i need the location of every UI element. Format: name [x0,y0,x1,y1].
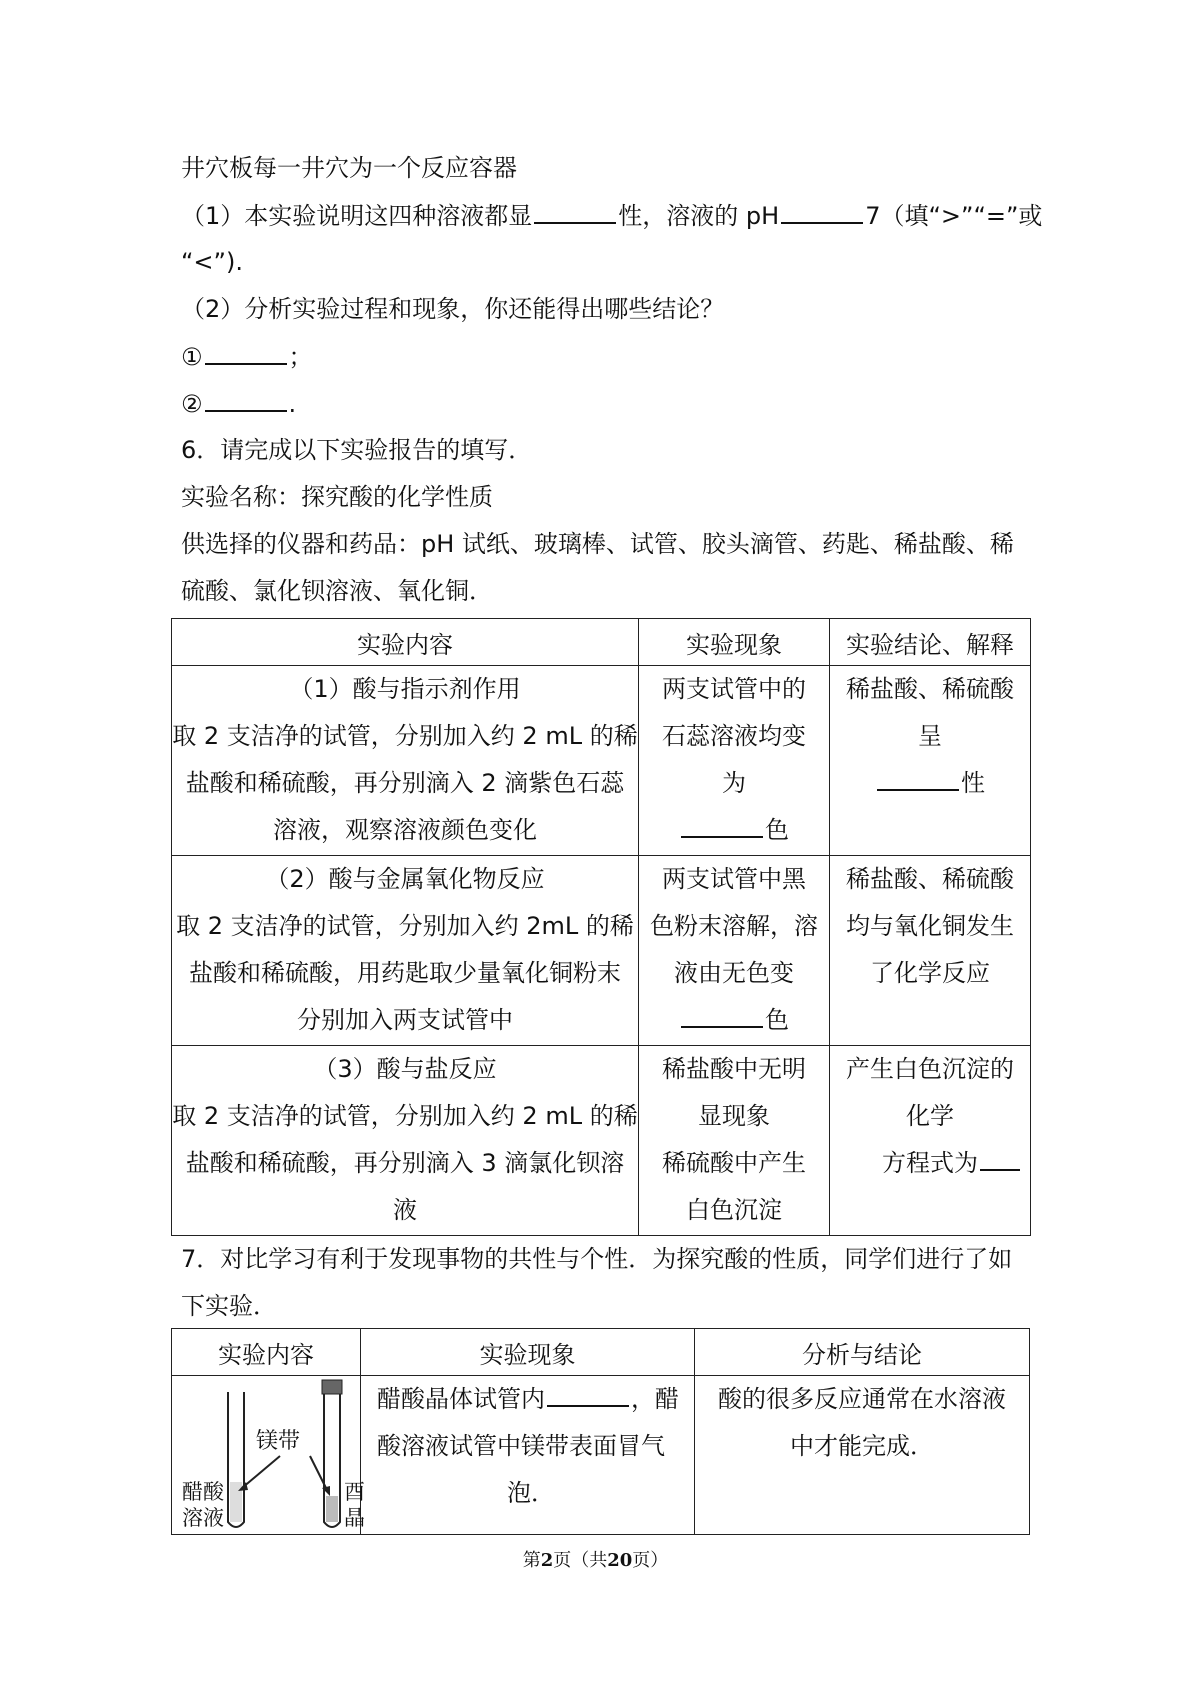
item2-end: . [288,390,297,418]
figure-cell [172,1376,365,1535]
conclusion-line: 呈 [918,722,942,750]
phenomenon-line: 稀盐酸中无明 [662,1055,806,1083]
acetic-crystal-label-2: 晶 [344,1506,365,1530]
circled-1: ① [181,343,203,371]
header-conclusion: 实验结论、解释 [830,619,1031,666]
page-footer [0,1546,1191,1572]
table-row [172,1046,1031,1236]
table-row [172,666,1031,856]
content-cell [172,1046,639,1236]
phenomenon-line: 白色沉淀 [686,1196,782,1224]
q6-report-table [171,618,1031,1236]
phenomenon-line: 泡． [507,1479,555,1507]
conclusion-cell [830,666,1031,856]
table-header-row [172,619,1031,666]
q7-title-line2: 下实验． [181,1292,277,1320]
answer-blank[interactable] [205,341,287,365]
q6-supplies-line1: 供选择的仪器和药品：pH 试纸、玻璃棒、试管、胶头滴管、药匙、稀盐酸、稀 [181,530,1014,558]
content-line: 液 [393,1196,417,1224]
total-pages: 20 [607,1550,633,1571]
q6-title: 6．请完成以下实验报告的填写． [181,436,533,464]
q5-item2 [181,388,296,419]
content-cell [172,856,639,1046]
content-line: 取 2 支洁净的试管，分别加入约 2 mL 的稀 [172,1102,638,1130]
conclusion-line: 产生白色沉淀的 [846,1055,1014,1083]
q7-title-line1: 7．对比学习有利于发现事物的共性与个性．为探究酸的性质，同学们进行了如 [181,1245,1013,1273]
content-line: 盐酸和稀硫酸，再分别滴入 2 滴紫色石蕊 [185,769,625,797]
phenomenon-cell [639,666,830,856]
phenomenon-cell [361,1376,695,1535]
content-line: 取 2 支洁净的试管，分别加入约 2 mL 的稀 [172,722,638,750]
row-title: （2）酸与金属氧化物反应 [265,865,545,893]
phenomenon-line: 色 [639,997,829,1044]
content-line: 盐酸和稀硫酸，再分别滴入 3 滴氯化钡溶 [185,1149,625,1177]
conclusion-cell [830,856,1031,1046]
answer-blank[interactable] [681,1004,763,1028]
header-content: 实验内容 [172,1329,361,1376]
header-content: 实验内容 [172,619,639,666]
q5-line2: “<”). [181,248,243,276]
phenomenon-line: 酸溶液试管中镁带表面冒气 [377,1432,665,1460]
phenomenon-line: 稀硫酸中产生 [662,1149,806,1177]
conclusion-line: 化学 [906,1102,954,1130]
content-line: 取 2 支洁净的试管，分别加入约 2mL 的稀 [176,912,634,940]
phenomenon-line: 石蕊溶液均变 [662,722,806,750]
conclusion-line: 方程式为 [830,1140,1030,1187]
acetic-solution-label-1: 醋酸 [182,1480,224,1504]
row-title: （3）酸与盐反应 [313,1055,497,1083]
footer-suffix: 页） [632,1550,669,1571]
phenomenon-line: 两支试管中的 [662,675,806,703]
answer-blank[interactable] [681,814,763,838]
page-number: 2 [540,1550,554,1571]
answer-blank[interactable] [781,200,863,224]
q6-name-line: 实验名称：探究酸的化学性质 [181,483,493,511]
header-analysis: 分析与结论 [695,1329,1030,1376]
conclusion-line: 稀盐酸、稀硫酸 [846,675,1014,703]
content-line: 分别加入两支试管中 [297,1006,513,1034]
answer-blank[interactable] [980,1147,1020,1171]
phenomenon-line: 色粉末溶解，溶 [650,912,818,940]
q5-line1-c: 7（填“>”“=”或 [865,202,1043,230]
circled-2: ② [181,390,203,418]
footer-prefix: 第 [522,1550,541,1571]
content-line: 溶液，观察溶液颜色变化 [273,816,537,844]
table-row [172,1376,1030,1535]
acetic-crystal-label-1: 酉 [344,1480,365,1504]
phenomenon-cell [639,1046,830,1236]
header-phenomenon: 实验现象 [639,619,830,666]
row-title: （1）酸与指示剂作用 [289,675,521,703]
acetic-solution-label-2: 溶液 [182,1506,224,1530]
conclusion-cell [830,1046,1031,1236]
q5-line1 [181,200,1042,231]
phenomenon-line: 色 [639,807,829,854]
intro-line: 井穴板每一井穴为一个反应容器 [181,154,517,182]
footer-middle: 页（共 [553,1550,608,1571]
table-row [172,856,1031,1046]
q5-line3: （2）分析实验过程和现象，你还能得出哪些结论？ [181,295,725,323]
phenomenon-line: 两支试管中黑 [662,865,806,893]
conclusion-line: 了化学反应 [870,959,990,987]
content-cell [172,666,639,856]
q5-line1-a: （1）本实验说明这四种溶液都显 [181,202,533,230]
analysis-cell [695,1376,1030,1535]
conclusion-line: 性 [830,760,1030,807]
q7-experiment-table [171,1328,1030,1535]
answer-blank[interactable] [877,767,959,791]
answer-blank[interactable] [534,200,616,224]
conclusion-line: 稀盐酸、稀硫酸 [846,865,1014,893]
analysis-line: 中才能完成． [790,1432,934,1460]
test-tube-figure [172,1376,365,1534]
answer-blank[interactable] [547,1383,629,1407]
mg-ribbon-label: 镁带 [256,1429,301,1454]
phenomenon-line: 液由无色变 [674,959,794,987]
analysis-line: 酸的很多反应通常在水溶液 [718,1385,1006,1413]
phenomenon-line: 为 [722,769,746,797]
phenomenon-line: 醋酸晶体试管内 ，醋 [377,1385,679,1413]
answer-blank[interactable] [205,388,287,412]
phenomenon-cell [639,856,830,1046]
q5-line1-b: 性，溶液的 pH [618,202,780,230]
header-phenomenon: 实验现象 [361,1329,695,1376]
q5-item1 [181,341,313,372]
conclusion-line: 均与氧化铜发生 [846,912,1014,940]
q6-supplies-line2: 硫酸、氯化钡溶液、氧化铜． [181,577,493,605]
table-header-row [172,1329,1030,1376]
phenomenon-line: 显现象 [698,1102,770,1130]
content-line: 盐酸和稀硫酸，用药匙取少量氧化铜粉末 [189,959,621,987]
item1-end: ； [288,343,313,371]
